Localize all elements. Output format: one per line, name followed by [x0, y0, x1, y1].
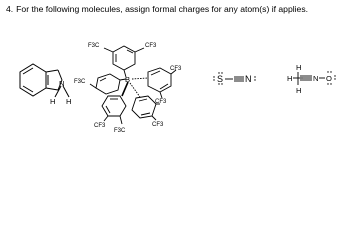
- mol4-h-top-label: H: [296, 63, 302, 72]
- mol2-cf3-right-upper: CF3: [170, 66, 182, 72]
- mol3-sulfur-label: S: [217, 74, 224, 84]
- mol4-h-left-label: H: [287, 74, 293, 83]
- mol2-cf3-left: F3C: [74, 79, 86, 85]
- molecule-3-thiocyanate: [213, 72, 255, 84]
- mol4-nitrogen-label: N: [313, 74, 319, 83]
- mol1-h-right-label: H: [66, 97, 72, 106]
- mol2-cf3-right-mid: CF3: [155, 99, 167, 105]
- molecule-1-labels: [50, 79, 71, 106]
- mol2-cf3-bottom-left: CF3: [94, 123, 106, 129]
- mol3-nitrogen-label: N: [245, 74, 252, 84]
- question-text: For the following molecules, assign formal charges for any atom(s) if applies.: [16, 4, 309, 14]
- molecule-2-borane: [90, 46, 176, 124]
- mol1-h-left-label: H: [50, 97, 56, 106]
- mol2-cf3-bottom-mid: F3C: [114, 128, 126, 134]
- mol4-oxygen-label: O: [326, 74, 332, 83]
- mol2-boron-label: B: [125, 75, 131, 84]
- mol2-cf3-bottom-right: CF3: [152, 122, 164, 128]
- molecule-4-nitrile-oxide: [287, 63, 336, 95]
- question-number: 4.: [6, 4, 14, 14]
- mol2-cf3-top-right: CF3: [145, 43, 157, 49]
- mol4-h-bottom-label: H: [296, 86, 302, 95]
- mol2-cf3-top-left: F3C: [88, 43, 100, 49]
- mol1-nitrogen-label: N: [59, 79, 65, 88]
